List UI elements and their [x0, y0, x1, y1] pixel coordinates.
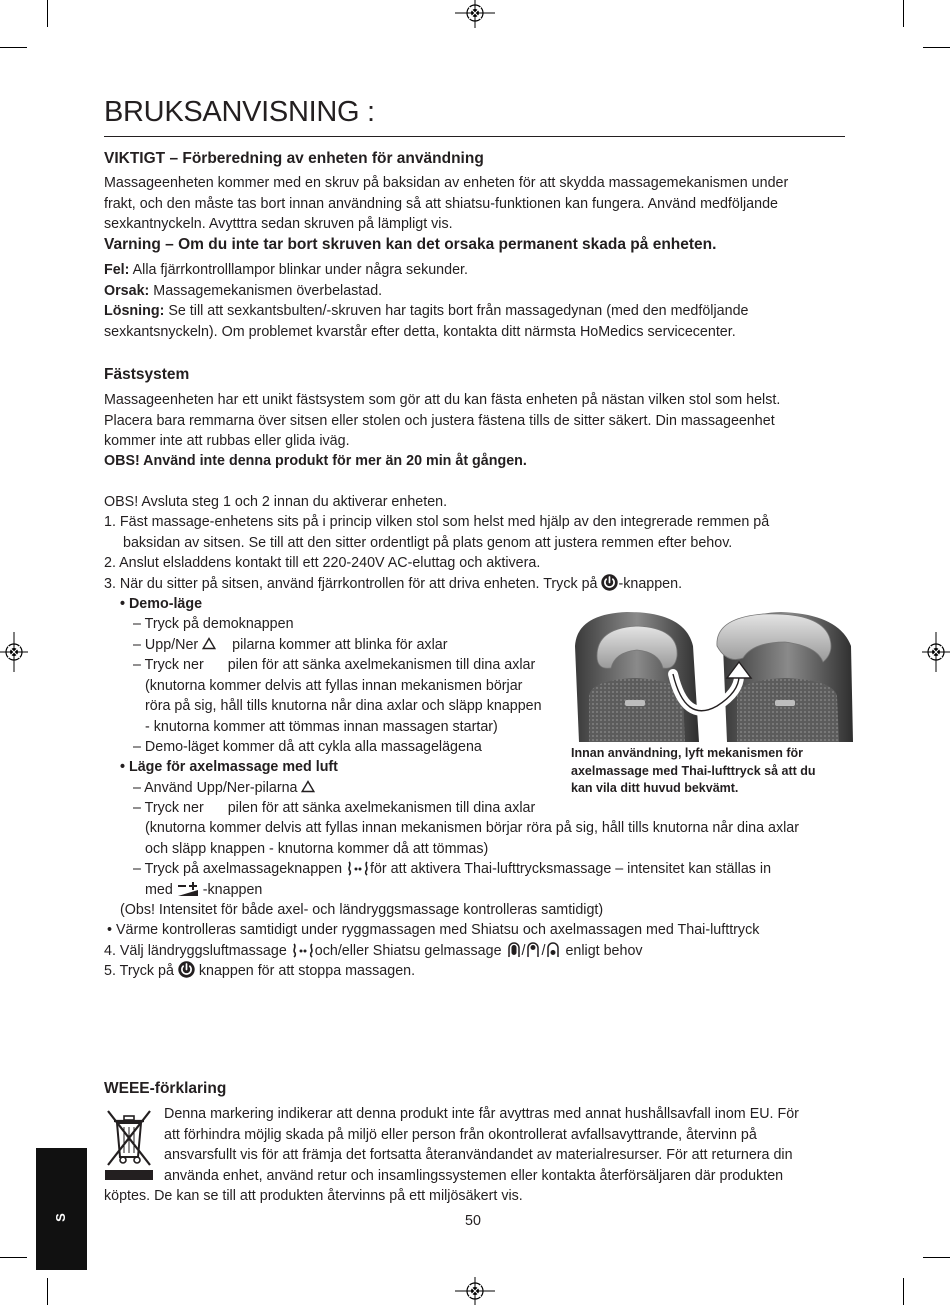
slash: /	[541, 942, 546, 959]
fel-line	[104, 260, 468, 280]
demo-heading: • Demo-läge	[120, 596, 203, 612]
weee-heading: WEEE-förklaring	[104, 1080, 227, 1097]
registration-mark-icon	[455, 1277, 495, 1305]
losning-label: Lösning:	[104, 303, 165, 319]
title-rule	[104, 136, 845, 137]
crop-mark	[903, 0, 904, 27]
axel-heading: • Läge för axelmassage med luft	[120, 759, 338, 775]
step-2: 2. Anslut elsladdens kontakt till ett 220-240V AC-eluttag och aktivera.	[104, 555, 541, 571]
crop-mark	[47, 1278, 48, 1305]
obs-note: OBS! Avsluta steg 1 och 2 innan du aktiverar enheten.	[104, 493, 448, 510]
shiatsu-upper-back-icon	[525, 942, 541, 958]
axel-press-button: – Tryck på axelmassageknappen	[133, 861, 346, 877]
step-4-text: 4. Välj ländryggsluftmassage	[104, 942, 291, 959]
step-5-suffix: knappen för att stoppa massagen.	[194, 963, 416, 979]
demo-press-down-suffix: pilen för att sänka axelmekanismen till dina axlar	[227, 657, 536, 673]
crop-mark	[0, 1257, 27, 1258]
crop-mark	[923, 1257, 950, 1258]
heat-note: • Värme kontrolleras samtidigt under ryggmassagen med Shiatsu och axelmassagen med Thai-lufttryck	[107, 922, 760, 938]
losning-line-2: sexkantsnyckeln). Om problemet kvarstår efter detta, kontakta ditt närmsta HoMedics servicecenter.	[104, 323, 736, 340]
axel-press-down: – Tryck ner	[133, 800, 204, 816]
slash: /	[521, 942, 526, 959]
product-illustration	[567, 606, 855, 742]
viktigt-heading: VIKTIGT – Förberedning av enheten för användning	[104, 150, 484, 167]
fel-text: Alla fjärrkontrolllampor blinkar under några sekunder.	[129, 262, 468, 278]
viktigt-line: frakt, och den måste tas bort innan användning så att shiatsu-funktionen kan fungera. Använd medföljande	[104, 195, 778, 212]
axel-line	[133, 859, 771, 879]
demo-line: – Tryck på demoknappen	[133, 616, 294, 632]
registration-mark-icon	[922, 632, 950, 672]
axel-line	[133, 778, 315, 798]
image-caption: Innan användning, lyft mekanismen för	[571, 746, 803, 760]
axel-updown: – Använd Upp/Ner-pilarna	[133, 779, 302, 796]
viktigt-line: sexkantnyckeln. Avytttra sedan skruven på lämpligt vis.	[104, 216, 453, 232]
demo-up-down-suffix: pilarna kommer att blinka för axlar	[232, 637, 448, 653]
air-massage-icon	[346, 861, 370, 876]
weee-line: köptes. De kan se till att produkten återvinns på ett miljösäkert vis.	[104, 1188, 523, 1204]
orsak-text: Massagemekanismen överbelastad.	[149, 282, 383, 299]
fastsystem-line: Placera bara remmarna över sitsen eller stolen och justera fästena tills de sitter säkert. Din massageenhet	[104, 412, 775, 429]
demo-line: (knutorna kommer delvis att fyllas innan mekanismen börjar	[145, 677, 523, 694]
fastsystem-heading: Fästsystem	[104, 366, 190, 383]
demo-press-down: – Tryck ner	[133, 657, 204, 673]
power-icon	[178, 961, 195, 978]
fastsystem-line: Massageenheten har ett unikt fästsystem som gör att du kan fästa enheten på nästan vilken stol som helst.	[104, 392, 781, 408]
orsak-label: Orsak:	[104, 282, 150, 299]
demo-line: – Demo-läget kommer då att cykla alla massagelägena	[133, 739, 482, 755]
viktigt-line: Massageenheten kommer med en skruv på baksidan av enheten för att skydda massagemekanismen under	[104, 175, 789, 191]
intensity-minus-plus-icon	[177, 881, 199, 897]
page-title: BRUKSANVISNING :	[104, 96, 375, 128]
weee-line: att förhindra möjlig skada på miljö eller person från okontrollerat avfallsavyttrande, återvinn på	[164, 1126, 757, 1143]
step-3-text: 3. När du sitter på sitsen, använd fjärrkontrollen för att driva enheten. Tryck på	[104, 575, 602, 592]
warning-text: Varning – Om du inte tar bort skruven kan det orsaka permanent skada på enheten.	[104, 236, 717, 253]
axel-line	[133, 798, 535, 818]
image-caption: axelmassage med Thai-lufttryck så att du	[571, 763, 816, 778]
fel-label: Fel:	[104, 262, 130, 278]
demo-up-down: – Upp/Ner	[133, 637, 203, 653]
axel-line: (knutorna kommer delvis att fyllas innan mekanismen börjar röra på sig, håll tills knutorna når dina axlar	[145, 820, 799, 836]
page-number: 50	[465, 1213, 481, 1229]
demo-line: - knutorna kommer att tömmas innan massagen startar)	[145, 718, 498, 735]
step-3-suffix: -knappen.	[618, 575, 683, 592]
shiatsu-full-back-icon	[506, 942, 522, 958]
axel-line	[145, 880, 262, 900]
image-caption: kan vila ditt huvud bekvämt.	[571, 781, 739, 795]
axel-with-suffix: -knappen	[198, 881, 263, 898]
demo-line	[133, 655, 535, 675]
triangle-up-icon	[202, 637, 216, 650]
losning-line	[104, 301, 748, 321]
step-4	[104, 941, 643, 961]
registration-mark-icon	[0, 632, 28, 672]
demo-line	[133, 635, 447, 655]
axel-note: (Obs! Intensitet för både axel- och ländryggsmassage kontrolleras samtidigt)	[120, 902, 604, 918]
registration-mark-icon	[455, 0, 495, 28]
weee-line: ansvarsfullt vis för att främja det fortsatta återanvändandet av materialresurser. För att returnera din	[164, 1147, 793, 1163]
shiatsu-lower-back-icon	[545, 942, 561, 958]
axel-press-button-suffix: för att aktivera Thai-lufttrycksmassage – intensitet kan ställas in	[370, 861, 772, 877]
step-5	[104, 961, 415, 981]
axel-press-down-suffix: pilen för att sänka axelmekanismen till dina axlar	[227, 800, 536, 816]
step-3	[104, 574, 682, 594]
triangle-up-icon	[301, 780, 315, 793]
step-4-mid: och/eller Shiatsu gelmassage	[314, 942, 506, 959]
obs-bold: OBS! Använd inte denna produkt för mer än 20 min åt gången.	[104, 453, 527, 469]
language-tab-label: S	[52, 1213, 68, 1222]
losning-text: Se till att sexkantsbulten/-skruven har tagits bort från massagedynan (med den medföljande	[164, 303, 749, 319]
axel-with: med	[145, 881, 177, 898]
weee-line: använda enhet, använd retur och insamlingssystemen eller kontakta återförsäljaren där produkten	[164, 1167, 784, 1184]
weee-crossed-bin-icon	[104, 1107, 154, 1181]
crop-mark	[903, 1278, 904, 1305]
crop-mark	[0, 47, 27, 48]
crop-mark	[47, 0, 48, 27]
step-5-text: 5. Tryck på	[104, 963, 178, 979]
step-1: 1. Fäst massage-enhetens sits på i princip vilken stol som helst med hjälp av den integrerade remmen på	[104, 514, 770, 530]
weee-line: Denna markering indikerar att denna produkt inte får avyttras med annat hushållsavfall inom EU. För	[164, 1106, 799, 1122]
massager-before	[575, 612, 699, 742]
crop-mark	[923, 47, 950, 48]
fastsystem-line: kommer inte att rubbas eller glida iväg.	[104, 433, 350, 449]
axel-line: och släpp knappen - knutorna kommer då att tömmas)	[145, 840, 489, 857]
power-icon	[601, 574, 618, 591]
lumbar-air-icon	[291, 943, 315, 958]
demo-line: röra på sig, håll tills knutorna når dina axlar och släpp knappen	[145, 698, 542, 714]
orsak-line	[104, 281, 382, 301]
step-4-suffix: enligt behov	[561, 942, 643, 959]
step-1-cont: baksidan av sitsen. Se till att den sitter ordentligt på plats genom att justera remmen efter behov.	[123, 534, 733, 551]
language-tab	[36, 1148, 87, 1270]
